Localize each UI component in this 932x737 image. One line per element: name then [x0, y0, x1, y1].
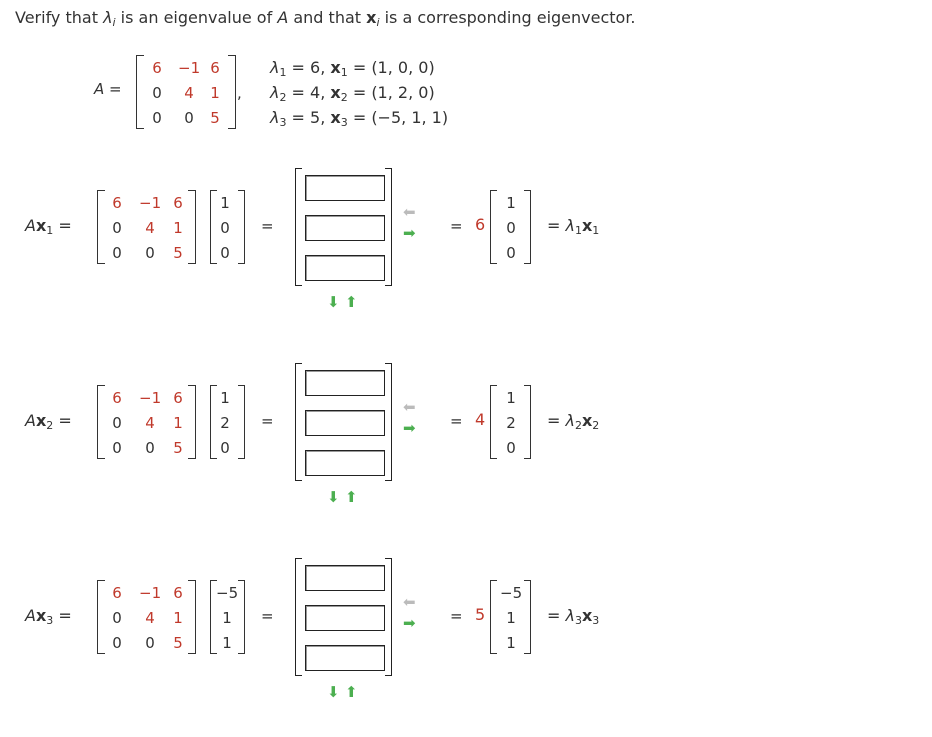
matrix-entry: 6: [173, 194, 183, 212]
matrix-entry: 6: [173, 584, 183, 602]
answer-input[interactable]: [305, 565, 385, 591]
vector-x-symbol: x: [581, 606, 593, 625]
arrow-left-icon[interactable]: ⬅: [403, 593, 416, 611]
equals: =: [261, 412, 274, 430]
arrow-up-icon[interactable]: ⬆: [345, 683, 358, 701]
answer-input[interactable]: [305, 645, 385, 671]
matrix-entry: 0: [112, 219, 122, 237]
prompt-text: Verify that: [15, 8, 104, 27]
matrix-right-bracket: [188, 385, 196, 459]
result-right-bracket: [524, 190, 531, 264]
matrix-right-bracket: [188, 190, 196, 264]
Ax-label: [25, 606, 72, 627]
vector-x-symbol: x: [330, 108, 341, 127]
result-vector-entry: 2: [506, 414, 516, 432]
eigen-pair: [270, 108, 448, 129]
vector-entry: 0: [220, 439, 230, 457]
eigen-pair: [270, 58, 435, 79]
x-subscript: 2: [592, 419, 600, 432]
input-left-bracket: [295, 363, 302, 481]
x-subscript: 1: [46, 224, 54, 237]
matrix-A-symbol: A: [94, 80, 105, 98]
subscript-i: i: [376, 16, 380, 29]
input-left-bracket: [295, 558, 302, 676]
result-vector-entry: 0: [506, 244, 516, 262]
arrow-right-icon[interactable]: ➡: [403, 419, 416, 437]
prompt-text: is a corresponding eigenvector.: [379, 8, 636, 27]
vector-right-bracket: [238, 190, 245, 264]
equals: =: [450, 217, 463, 235]
result-vector-entry: 1: [506, 194, 516, 212]
vector-entry: 1: [222, 634, 232, 652]
given-A-label: A =: [94, 80, 122, 98]
lambda-subscript: 1: [279, 66, 287, 79]
eigenvector-text: = (−5, 1, 1): [347, 108, 449, 127]
matrix-A-symbol: A: [277, 8, 289, 27]
matrix-entry: 5: [173, 244, 183, 262]
vector-right-bracket: [238, 385, 245, 459]
x-subscript: 3: [46, 614, 54, 627]
input-right-bracket: [385, 558, 392, 676]
given-matrix-entry: 0: [152, 84, 162, 102]
Ax-label: [25, 216, 72, 237]
result-right-bracket: [524, 385, 531, 459]
matrix-A-symbol: A: [25, 411, 36, 430]
equals: =: [53, 411, 72, 430]
lambda-x-label: [547, 606, 599, 627]
subscript-i: i: [112, 16, 116, 29]
lambda-symbol: λ: [565, 411, 575, 430]
answer-input[interactable]: [305, 410, 385, 436]
x-subscript: 2: [340, 91, 348, 104]
matrix-entry: −1: [139, 194, 162, 212]
matrix-entry: 0: [112, 439, 122, 457]
lambda-subscript: 3: [574, 614, 582, 627]
prompt-text: and that: [288, 8, 367, 27]
equals: =: [53, 216, 72, 235]
prompt-text: is an eigenvalue of: [115, 8, 278, 27]
x-subscript: 3: [340, 116, 348, 129]
equals: =: [261, 217, 274, 235]
result-left-bracket: [490, 580, 497, 654]
result-vector-entry: −5: [500, 584, 523, 602]
matrix-entry: −1: [139, 389, 162, 407]
answer-input[interactable]: [305, 215, 385, 241]
matrix-A-symbol: A: [25, 606, 36, 625]
eigenvalue-text: = 4,: [286, 83, 331, 102]
equals: =: [53, 606, 72, 625]
input-right-bracket: [385, 168, 392, 286]
arrow-right-icon[interactable]: ➡: [403, 224, 416, 242]
vector-entry: 0: [220, 244, 230, 262]
matrix-entry: 0: [112, 634, 122, 652]
matrix-entry: 1: [173, 609, 183, 627]
given-matrix-entry: 6: [210, 59, 220, 77]
lambda-symbol: λ: [565, 216, 575, 235]
equals: =: [547, 411, 566, 430]
matrix-entry: 0: [145, 634, 155, 652]
x-subscript: 1: [592, 224, 600, 237]
answer-input[interactable]: [305, 255, 385, 281]
matrix-entry: 0: [112, 414, 122, 432]
question-prompt: [15, 8, 636, 29]
answer-input[interactable]: [305, 175, 385, 201]
lambda-x-label: [547, 411, 599, 432]
vector-x-symbol: x: [581, 216, 593, 235]
given-matrix-right-bracket: [228, 55, 236, 129]
vector-x-symbol: x: [35, 216, 47, 235]
x-subscript: 1: [340, 66, 348, 79]
result-vector-entry: 1: [506, 389, 516, 407]
equals: =: [547, 606, 566, 625]
given-matrix-entry: −1: [178, 59, 201, 77]
matrix-left-bracket: [97, 580, 105, 654]
lambda-symbol: λ: [565, 606, 575, 625]
result-left-bracket: [490, 385, 497, 459]
matrix-entry: 6: [112, 389, 122, 407]
matrix-entry: 0: [145, 439, 155, 457]
matrix-entry: −1: [139, 584, 162, 602]
equals: =: [450, 607, 463, 625]
vector-x-symbol: x: [581, 411, 593, 430]
x-subscript: 2: [46, 419, 54, 432]
lambda-symbol: λ: [270, 83, 280, 102]
matrix-entry: 6: [112, 584, 122, 602]
matrix-entry: 0: [112, 609, 122, 627]
eigenvalue-text: = 6,: [286, 58, 331, 77]
arrow-up-icon[interactable]: ⬆: [345, 488, 358, 506]
answer-input[interactable]: [305, 605, 385, 631]
equals: =: [261, 607, 274, 625]
vector-right-bracket: [238, 580, 245, 654]
vector-x-symbol: x: [366, 8, 377, 27]
scalar-value: 5: [475, 605, 486, 624]
answer-input[interactable]: [305, 370, 385, 396]
input-left-bracket: [295, 168, 302, 286]
result-vector-entry: 0: [506, 439, 516, 457]
eigenvector-text: = (1, 2, 0): [347, 83, 435, 102]
lambda-symbol: λ: [270, 58, 280, 77]
input-right-bracket: [385, 363, 392, 481]
given-matrix-entry: 6: [152, 59, 162, 77]
result-right-bracket: [524, 580, 531, 654]
given-matrix-entry: 4: [184, 84, 194, 102]
scalar-value: 6: [475, 215, 486, 234]
eigenvector-text: = (1, 0, 0): [347, 58, 435, 77]
matrix-left-bracket: [97, 385, 105, 459]
matrix-entry: 0: [112, 244, 122, 262]
matrix-left-bracket: [97, 190, 105, 264]
vector-entry: 0: [220, 219, 230, 237]
scalar-value: 4: [475, 410, 486, 429]
matrix-entry: 1: [173, 414, 183, 432]
result-vector-entry: 1: [506, 609, 516, 627]
equals: =: [547, 216, 566, 235]
vector-x-symbol: x: [35, 606, 47, 625]
given-matrix-entry: 0: [152, 109, 162, 127]
matrix-entry: 5: [173, 634, 183, 652]
lambda-subscript: 1: [574, 224, 582, 237]
given-matrix-left-bracket: [136, 55, 144, 129]
lambda-symbol: λ: [270, 108, 280, 127]
vector-x-symbol: x: [35, 411, 47, 430]
matrix-entry: 6: [112, 194, 122, 212]
vector-entry: 1: [220, 389, 230, 407]
matrix-entry: 0: [145, 244, 155, 262]
vector-entry: −5: [216, 584, 239, 602]
given-matrix-entry: 0: [184, 109, 194, 127]
matrix-entry: 4: [145, 609, 155, 627]
result-vector-entry: 0: [506, 219, 516, 237]
given-matrix-entry: 1: [210, 84, 220, 102]
lambda-subscript: 2: [574, 419, 582, 432]
matrix-entry: 6: [173, 389, 183, 407]
matrix-entry: 1: [173, 219, 183, 237]
arrow-left-icon[interactable]: ⬅: [403, 398, 416, 416]
result-vector-entry: 1: [506, 634, 516, 652]
lambda-subscript: 2: [279, 91, 287, 104]
arrow-left-icon[interactable]: ⬅: [403, 203, 416, 221]
lambda-symbol: λ: [103, 8, 113, 27]
answer-input[interactable]: [305, 450, 385, 476]
Ax-label: [25, 411, 72, 432]
vector-entry: 2: [220, 414, 230, 432]
vector-entry: 1: [220, 194, 230, 212]
vector-x-symbol: x: [330, 83, 341, 102]
arrow-right-icon[interactable]: ➡: [403, 614, 416, 632]
x-subscript: 3: [592, 614, 600, 627]
matrix-entry: 5: [173, 439, 183, 457]
arrow-down-icon[interactable]: ⬇: [327, 488, 340, 506]
given-matrix-entry: 5: [210, 109, 220, 127]
vector-x-symbol: x: [330, 58, 341, 77]
comma: ,: [237, 84, 242, 102]
matrix-right-bracket: [188, 580, 196, 654]
result-left-bracket: [490, 190, 497, 264]
equals: =: [450, 412, 463, 430]
eigenvalue-text: = 5,: [286, 108, 331, 127]
lambda-x-label: [547, 216, 599, 237]
arrow-down-icon[interactable]: ⬇: [327, 293, 340, 311]
arrow-down-icon[interactable]: ⬇: [327, 683, 340, 701]
eigen-pair: [270, 83, 435, 104]
matrix-entry: 4: [145, 219, 155, 237]
lambda-subscript: 3: [279, 116, 287, 129]
matrix-entry: 4: [145, 414, 155, 432]
arrow-up-icon[interactable]: ⬆: [345, 293, 358, 311]
matrix-A-symbol: A: [25, 216, 36, 235]
vector-entry: 1: [222, 609, 232, 627]
